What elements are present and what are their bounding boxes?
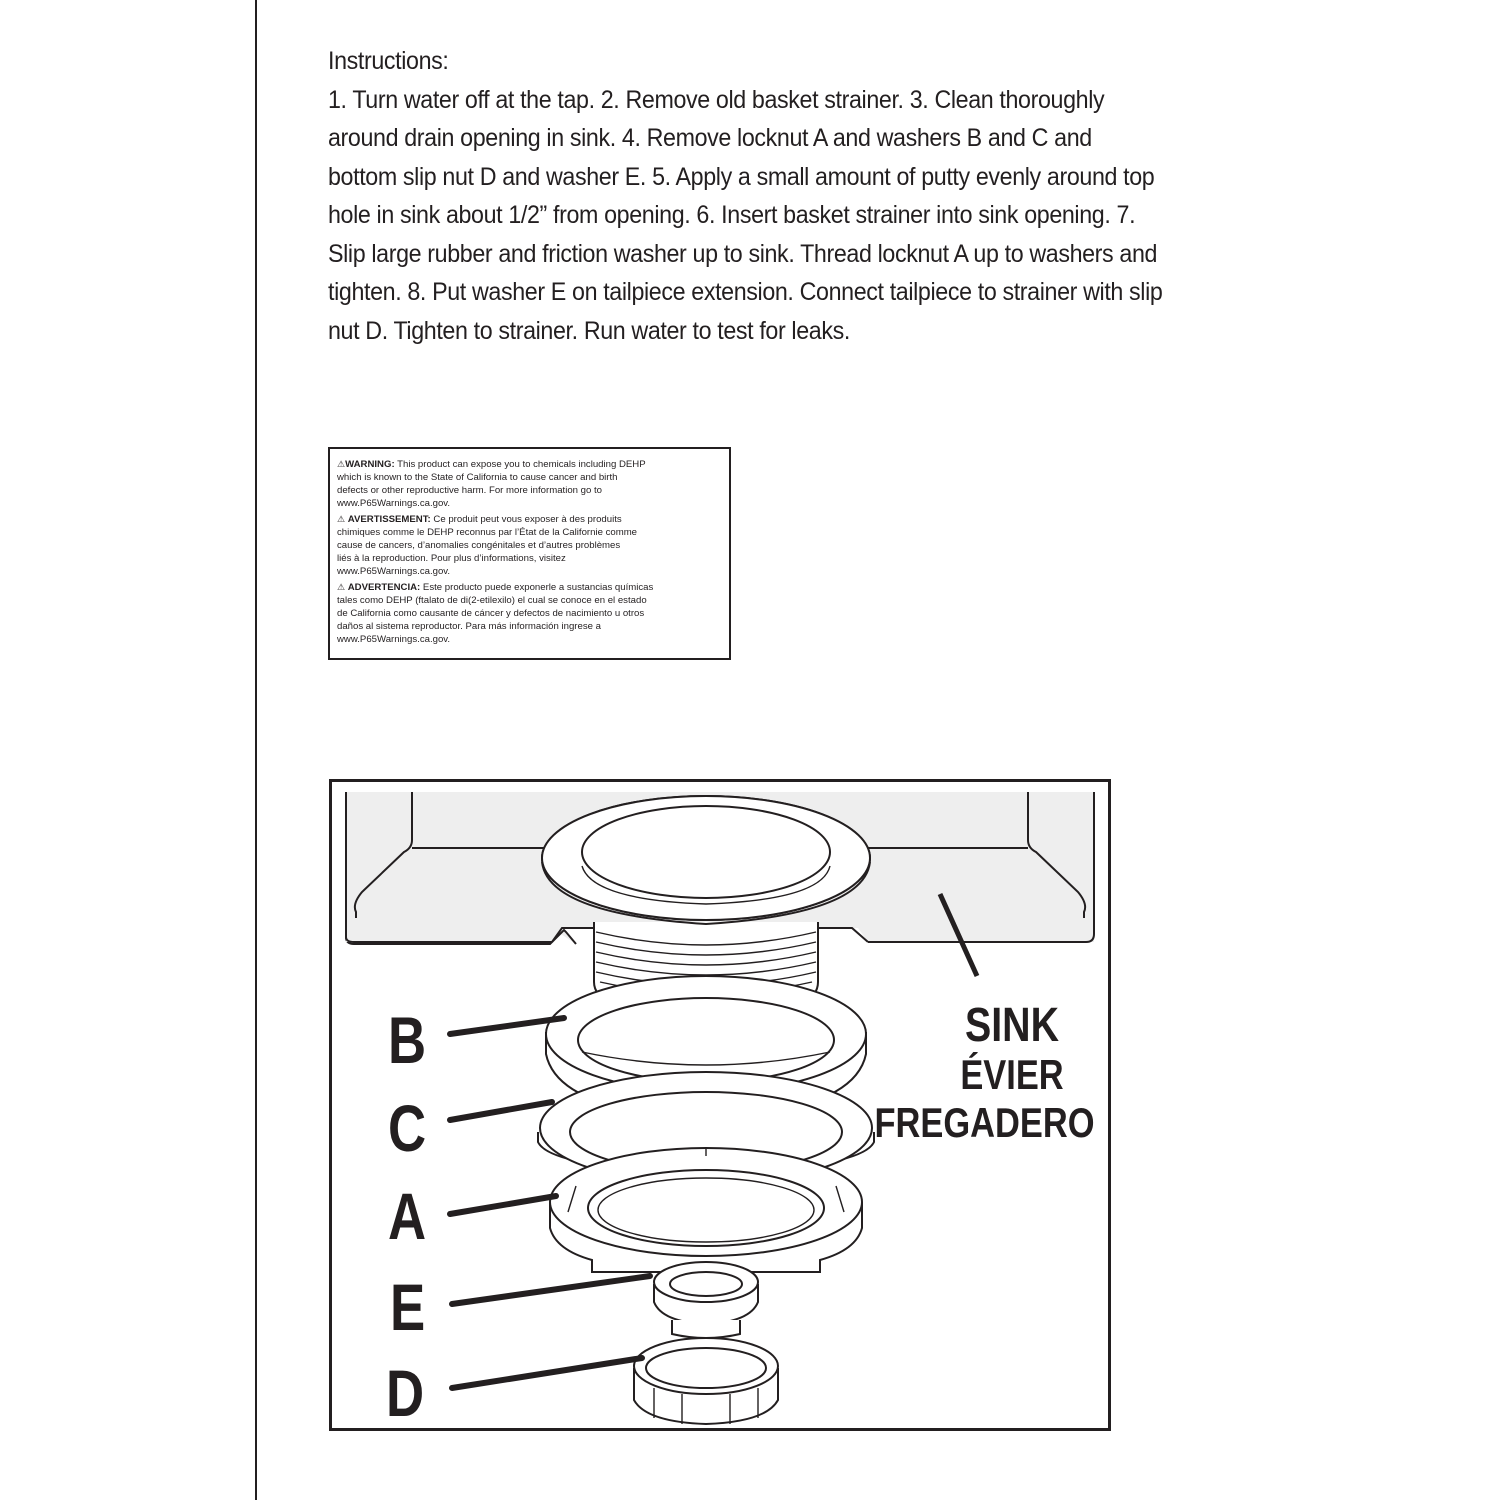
warning-fr-text: Ce produit peut vous exposer à des produits chimiques comme le DEHP reconnus par l’État de la Californie comme cause de cancers, d’anomalies congénitales et d’autres problèmes liés à la reproduction. Pour plus d’informations, visitez www.P65Warnings.ca.gov. (337, 513, 638, 578)
instructions-body: 1. Turn water off at the tap. 2. Remove old basket strainer. 3. Clean thoroughly around drain opening in sink. 4. Remove locknut A and washers B and C and bottom slip nut D and washer E. 5. Apply a small amount of putty evenly around top hole in sink about 1/2” from opening. 6. Insert basket strainer into sink opening. 7. Slip large rubber and friction washer up to sink. Thread locknut A up to washers and tighten. 8. Put washer E on tailpiece extension. Connect tailpiece to strainer with slip nut D. Tighten to strainer. Run water to test for leaks. (328, 85, 1163, 345)
page-margin-rule (255, 0, 257, 1500)
slip-nut-d (634, 1338, 778, 1424)
warning-fr-title: AVERTISSEMENT: (347, 513, 431, 525)
warning-en (337, 458, 723, 510)
strainer-assembly-diagram (329, 779, 1111, 1431)
part-label-d: D (386, 1356, 425, 1430)
warning-es-text: Este producto puede exponerle a sustancias químicas tales como DEHP (ftalato de di(2-etilexilo) el cual se conoce en el estado de California como causante de cáncer y defectos de nacimiento u otros daños al sistema reproductor. Para más información ingrese a www.P65Warnings.ca.gov. (337, 581, 654, 646)
warning-triangle-icon: ⚠ (337, 459, 346, 469)
sink-label-en: SINK (964, 999, 1060, 1052)
warning-triangle-icon: ⚠ (337, 581, 346, 592)
sink-label-fr: ÉVIER (960, 1051, 1064, 1098)
prop65-warning-box (328, 447, 731, 660)
washer-e (654, 1262, 758, 1338)
warning-es-title: ADVERTENCIA: (347, 581, 421, 593)
sink-label-es: FREGADERO (874, 1099, 1095, 1146)
warning-fr (337, 513, 723, 578)
instructions-block (328, 42, 1165, 350)
warning-triangle-icon: ⚠ (337, 513, 346, 524)
instructions-heading: Instructions: (328, 47, 449, 75)
part-label-c: C (388, 1091, 427, 1165)
warning-en-text: This product can expose you to chemicals including DEHP which is known to the State of California to cause cancer and birth defects or other reproductive harm. For more information go to www.P65Warnings.ca.gov. (337, 459, 646, 510)
part-label-b: B (388, 1003, 427, 1077)
part-label-a: A (388, 1179, 427, 1253)
warning-es (337, 581, 723, 646)
part-label-e: E (390, 1270, 426, 1344)
warning-en-title: WARNING: (345, 459, 395, 470)
